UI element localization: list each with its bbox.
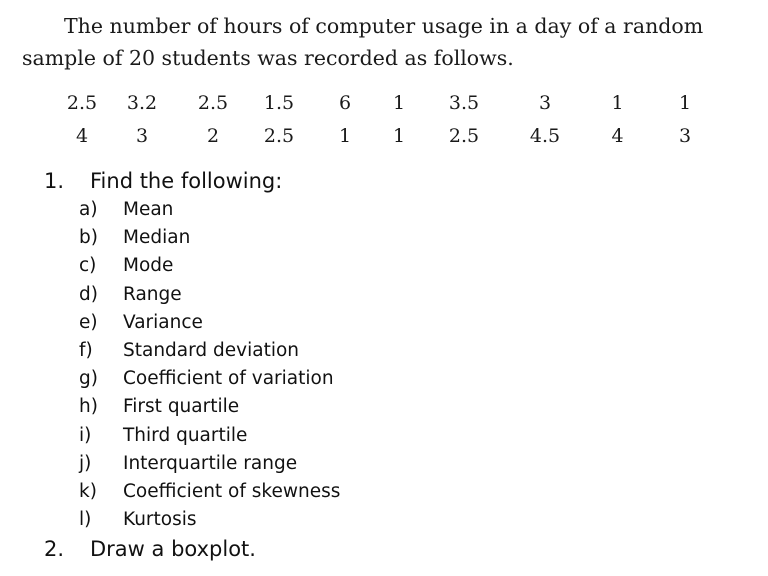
sub-question-label: Interquartile range <box>123 452 298 474</box>
sub-question-label: Third quartile <box>123 424 248 446</box>
sub-question-letter: f) <box>79 340 93 362</box>
data-value: 6 <box>338 91 352 114</box>
sub-question-letter: h) <box>79 396 98 418</box>
data-value: 1 <box>678 91 692 114</box>
sub-question-mean <box>79 196 340 224</box>
sub-question-label: Mode <box>123 255 174 277</box>
sub-question-label: Mean <box>123 199 174 220</box>
sub-question-coefficient-of-skewness <box>79 478 340 506</box>
data-value: 1.5 <box>263 91 295 114</box>
data-value: 4 <box>611 124 624 147</box>
sub-question-label: Variance <box>123 311 203 333</box>
data-value: 3 <box>135 124 149 147</box>
data-value: 2.5 <box>66 91 98 114</box>
sub-question-letter: e) <box>79 311 98 333</box>
sub-question-label: Median <box>123 227 191 249</box>
question-1 <box>44 166 340 534</box>
question-text: Draw a boxplot. <box>90 537 256 562</box>
sub-question-label: Range <box>123 283 182 305</box>
sub-question-first-quartile <box>79 393 340 421</box>
data-value: 4 <box>75 124 89 147</box>
data-value: 3 <box>538 91 552 114</box>
data-value: 3.2 <box>126 91 158 114</box>
question-2 <box>44 534 340 564</box>
sub-question-standard-deviation <box>79 337 340 365</box>
sub-question-median <box>79 224 340 252</box>
data-value: 2 <box>206 124 220 147</box>
sub-question-coefficient-of-variation <box>79 365 340 393</box>
sub-question-letter: a) <box>79 199 98 220</box>
sub-question-kurtosis <box>79 506 340 534</box>
sub-question-letter: k) <box>79 481 97 503</box>
data-value: 1 <box>392 124 406 147</box>
sub-question-letter: d) <box>79 283 98 305</box>
sub-question-mode <box>79 252 340 280</box>
data-row-1 <box>62 86 719 119</box>
sub-question-label: Coefficient of variation <box>123 368 334 390</box>
sub-question-list <box>44 196 340 534</box>
sub-question-letter: c) <box>79 255 97 277</box>
sub-question-letter: i) <box>79 424 92 446</box>
data-value: 3.5 <box>448 91 480 114</box>
data-value: 3 <box>678 124 692 147</box>
sub-question-letter: b) <box>79 227 98 249</box>
sub-question-letter: j) <box>79 452 92 474</box>
data-value: 2.5 <box>197 91 229 114</box>
sub-question-label: First quartile <box>123 396 240 418</box>
problem-statement: The number of hours of computer usage in a day of a random sample of 20 students was recorded as follows. <box>22 14 704 70</box>
sub-question-range <box>79 281 340 309</box>
sub-question-interquartile-range <box>79 450 340 478</box>
sub-question-label: Standard deviation <box>123 340 300 362</box>
data-value: 1 <box>611 91 624 114</box>
question-number: 2. <box>44 537 65 562</box>
question-number: 1. <box>44 169 65 193</box>
question-list <box>44 166 340 564</box>
data-table <box>62 86 719 152</box>
data-row-2 <box>62 119 719 152</box>
data-value: 2.5 <box>263 124 295 147</box>
sub-question-third-quartile <box>79 422 340 450</box>
sub-question-variance <box>79 309 340 337</box>
data-value: 4.5 <box>529 124 561 147</box>
data-value: 2.5 <box>448 124 480 147</box>
sub-question-letter: l) <box>79 509 92 531</box>
data-value: 1 <box>338 124 352 147</box>
question-text: Find the following: <box>90 169 283 193</box>
sub-question-label: Kurtosis <box>123 509 197 531</box>
sub-question-label: Coefficient of skewness <box>123 481 341 503</box>
data-value: 1 <box>392 91 406 114</box>
sub-question-letter: g) <box>79 368 98 390</box>
